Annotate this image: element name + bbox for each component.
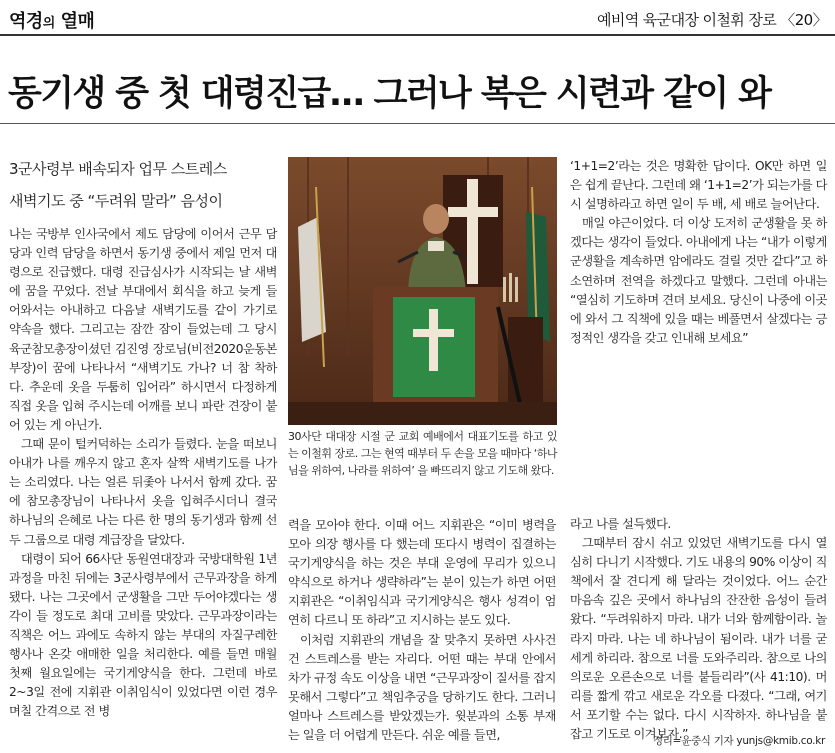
subhead-2: 새벽기도 중 “두려워 말라” 음성이: [9, 192, 223, 210]
brand-tail: 열매: [60, 11, 95, 32]
headline: 동기생 중 첫 대령진급… 그러나 복은 시련과 같이 와: [8, 74, 771, 114]
top-rule: [0, 34, 835, 36]
body-column-3: [570, 157, 827, 348]
photo-caption: 30사단 대대장 시절 군 교회 예배에서 대표기도를 하고 있는 이철휘 장로. 그는 현역 때부터 두 손을 모을 때마다 ‘하나님을 위하여, 나라를 위하여’ 을 빠뜨리지 않고 기도해 왔다.: [288, 430, 557, 477]
headline-rule: [0, 123, 835, 124]
series-title: 예비역 육군대장 이철휘 장로 〈20〉: [596, 11, 827, 29]
brand-joiner: 의: [42, 16, 55, 31]
body-column-2: [288, 516, 556, 745]
paragraph: 매일 야근이었다. 더 이상 도저히 군생활을 못 하겠다는 생각이 들었다. 아내에게 나는 “내가 이렇게 군생활을 계속하면 암에라도 걸릴 것만 같다”고 하소연하며 전역을 하겠다고 말했다. 그런데 아내는 “열심히 기도하며 견뎌 보세요. 당신이 나중에 이곳에 와서 그 직책에 있을 때는 베풀면서 살겠다는 긍정적인 생각을 갖고 인내해 보세요”: [570, 216, 827, 345]
church-service-photo: [288, 157, 557, 425]
body-column-3-continued: [570, 515, 827, 744]
paragraph: 그때 문이 털커덕하는 소리가 들렸다. 눈을 떠보니 아내가 나를 깨우지 않고 혼자 살짝 새벽기도를 나가는 소리였다. 나는 얼른 뒤좇아 나서서 함께 갔다. 꿈에 참모총장님이 나타나서 옷을 입혀주시더니 결국 하나님의 은혜로 나는 다른 한 명의 동기생과 함께 선두 그룹으로 대령 계급장을 달았다.: [9, 437, 277, 547]
subhead-1: 3군사령부 배속되자 업무 스트레스: [9, 160, 227, 178]
byline: 정리=윤중식 기자 yunjs@kmib.co.kr: [652, 735, 825, 747]
paragraph: ‘1+1=2’라는 것은 명확한 답이다. OK만 하면 일은 쉽게 끝난다. 그런데 왜 ‘1+1=2’가 되는가를 다시 설명하라고 하면 일이 두 배, 세 배로 늘어난다.: [570, 159, 827, 212]
brand-main: 역경: [9, 11, 43, 32]
paragraph: 력을 모아야 한다. 이때 어느 지휘관은 “이미 병력을 모아 의장 행사를 다 했는데 또다시 병력이 집결하는 국기게양식을 하는 것은 부대 운영에 무리가 있으니 약식으로 하거나 생략하라”는 분이 있는가 하면 어떤 지휘관은 “이취임식과 국기게양식은 행사 성격이 엄연히 다르니 또 하라”고 지시하는 분도 있다.: [288, 518, 556, 628]
column-brand: [9, 7, 94, 33]
paragraph: 나는 국방부 인사국에서 제도 담당에 이어서 근무 담당과 인력 담당을 하면서 동기생 중에서 제일 먼저 대령으로 진급했다. 대령 진급심사가 시작되는 날 새벽에 꿈을 꾸었다. 전날 부대에서 회식을 하고 늦게 들어와서는 아내하고 다음날 새벽기도를 같이 가기로 약속을 했다. 그리고는 잠깐 잠이 들었는데 그 당시 육군참모총장이셨던 김진영 장로님(비전2020운동본부장)이 꿈에 나타나서 “새벽기도 가나? 너 참 착하다. 추운데 옷을 두툼히 입어라” 하시면서 다정하게 직접 옷을 입혀 주시는데 어깨를 보니 파란 견장이 붙어 있는 게 아닌가.: [9, 227, 277, 432]
paragraph: 이처럼 지휘관의 개념을 잘 맞추지 못하면 사사건건 스트레스를 받는 자리다. 어떤 때는 부대 안에서 차가 규정 속도 이상을 내면 “근무과장이 질서를 잡지 못해서 그렇다”고 책임추궁을 당하기도 한다. 그러니 얼마나 스트레스를 받았겠는가. 윗분과의 소통 부재는 일을 더 어렵게 만든다. 쉬운 예를 들면,: [288, 632, 556, 743]
paragraph: 그때부터 잠시 쉬고 있었던 새벽기도를 다시 열심히 다니기 시작했다. 기도 내용의 90% 이상이 직책에서 잘 견디게 해 달라는 것이었다. 어느 순간 마음속 깊은 곳에서 하나님의 잔잔한 음성이 들려왔다. “두려워하지 마라. 내가 너와 함께함이라. 놀라지 마라. 나는 네 하나님이 됨이라. 내가 너를 굳세게 하리라. 참으로 너를 도와주리라. 참으로 나의 의로운 오른손으로 너를 붙들리라”(사 41:10). 머리를 짧게 깎고 새로운 각오를 다졌다. “그래, 여기서 포기할 수는 없다. 다시 시작하자. 하나님을 붙잡고 기도로 이겨보자.”: [570, 536, 827, 742]
paragraph: 라고 나를 설득했다.: [570, 517, 671, 531]
body-column-1: [9, 225, 277, 721]
paragraph: 대령이 되어 66사단 동원연대장과 국방대학원 1년 과정을 마친 뒤에는 3군사령부에서 근무과장을 하게 됐다. 나는 그곳에서 군생활을 그만 두어야겠다는 생각이 들 정도로 최대 고비를 맞았다. 근무과장이라는 직책은 어느 과에도 속하지 않는 부대의 자질구레한 행사나 온갖 애매한 일을 처리한다. 예를 들면 매월 첫째 월요일에는 국기게양식을 한다. 그런데 바로 2~3일 전에 지휘관 이취임식이 있었다면 이런 경우 며칠 간격으로 전 병: [9, 551, 277, 719]
article-photo: [288, 157, 557, 425]
